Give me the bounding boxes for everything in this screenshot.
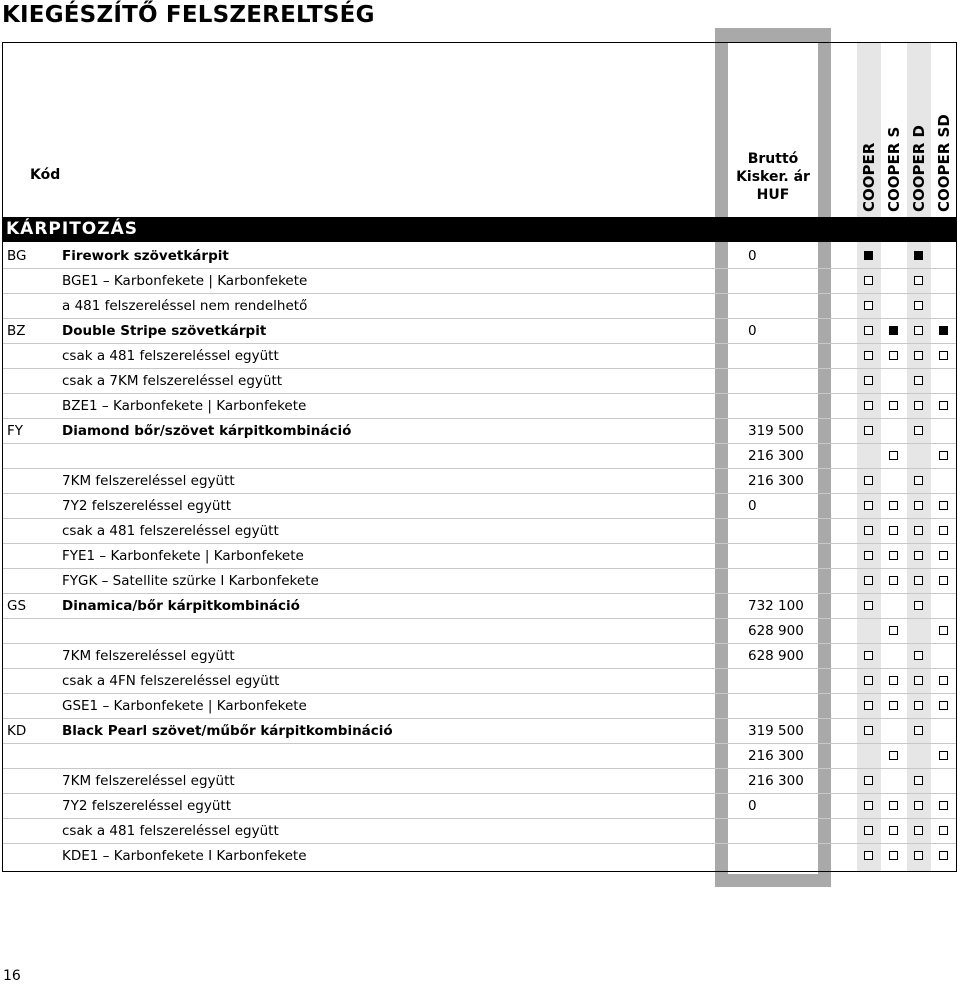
table-row (3, 594, 956, 619)
optional-open-square-icon-cooper-d (914, 301, 923, 310)
row-description: FYE1 – Karbonfekete | Karbonfekete (62, 548, 304, 564)
row-description: csak a 4FN felszereléssel együtt (62, 673, 280, 689)
optional-open-square-icon-cooper-sd (939, 451, 948, 460)
optional-open-square-icon-cooper (864, 576, 873, 585)
row-description: csak a 481 felszereléssel együtt (62, 523, 279, 539)
row-description: KDE1 – Karbonfekete I Karbonfekete (62, 848, 307, 864)
standard-filled-square-icon-cooper-d (914, 251, 923, 260)
row-description: 7Y2 felszereléssel együtt (62, 498, 231, 514)
optional-open-square-icon-cooper-d (914, 801, 923, 810)
optional-open-square-icon-cooper-d (914, 501, 923, 510)
page-number: 16 (3, 968, 21, 984)
row-description: 7KM felszereléssel együtt (62, 773, 235, 789)
table-row (3, 644, 956, 669)
optional-open-square-icon-cooper-d (914, 551, 923, 560)
optional-open-square-icon-cooper-sd (939, 351, 948, 360)
row-description: Diamond bőr/szövet kárpitkombináció (62, 423, 352, 439)
code-column-header: Kód (30, 167, 61, 183)
optional-open-square-icon-cooper-d (914, 476, 923, 485)
optional-open-square-icon-cooper-s (889, 701, 898, 710)
optional-open-square-icon-cooper-d (914, 576, 923, 585)
price-header-line-2: Kisker. ár (736, 169, 810, 185)
row-description: 7KM felszereléssel együtt (62, 648, 235, 664)
optional-open-square-icon-cooper-sd (939, 751, 948, 760)
optional-open-square-icon-cooper-s (889, 501, 898, 510)
optional-open-square-icon-cooper-d (914, 651, 923, 660)
optional-open-square-icon-cooper (864, 851, 873, 860)
optional-open-square-icon-cooper-d (914, 776, 923, 785)
table-row (3, 619, 956, 644)
optional-open-square-icon-cooper (864, 676, 873, 685)
table-row (3, 419, 956, 444)
optional-open-square-icon-cooper-sd (939, 551, 948, 560)
row-price: 216 300 (748, 773, 804, 789)
table-row (3, 294, 956, 319)
row-price: 319 500 (748, 423, 804, 439)
table-row (3, 344, 956, 369)
optional-open-square-icon-cooper (864, 801, 873, 810)
optional-open-square-icon-cooper (864, 651, 873, 660)
optional-open-square-icon-cooper-s (889, 451, 898, 460)
row-price: 0 (748, 798, 757, 814)
optional-open-square-icon-cooper-s (889, 576, 898, 585)
optional-open-square-icon-cooper-s (889, 801, 898, 810)
row-code: BG (7, 248, 27, 264)
row-price: 0 (748, 248, 757, 264)
row-description: Dinamica/bőr kárpitkombináció (62, 598, 300, 614)
optional-open-square-icon-cooper (864, 276, 873, 285)
table-row (3, 369, 956, 394)
optional-open-square-icon-cooper-d (914, 676, 923, 685)
optional-open-square-icon-cooper-d (914, 851, 923, 860)
optional-open-square-icon-cooper-sd (939, 526, 948, 535)
optional-open-square-icon-cooper-d (914, 351, 923, 360)
table-row (3, 269, 956, 294)
optional-open-square-icon-cooper (864, 426, 873, 435)
table-row (3, 744, 956, 769)
optional-open-square-icon-cooper (864, 826, 873, 835)
row-description: BZE1 – Karbonfekete | Karbonfekete (62, 398, 307, 414)
row-price: 628 900 (748, 623, 804, 639)
row-description: 7Y2 felszereléssel együtt (62, 798, 231, 814)
optional-open-square-icon-cooper (864, 526, 873, 535)
table-row (3, 319, 956, 344)
optional-open-square-icon-cooper-d (914, 701, 923, 710)
page-title: KIEGÉSZÍTŐ FELSZERELTSÉG (2, 2, 375, 28)
model-header-cooper-sd: COOPER SD (935, 114, 953, 212)
row-price: 319 500 (748, 723, 804, 739)
table-row (3, 669, 956, 694)
row-price: 732 100 (748, 598, 804, 614)
row-code: BZ (7, 323, 26, 339)
section-header-karpitozas: KÁRPITOZÁS (3, 217, 956, 242)
equipment-table-body (3, 244, 956, 869)
standard-filled-square-icon-cooper-sd (939, 326, 948, 335)
optional-open-square-icon-cooper (864, 351, 873, 360)
optional-open-square-icon-cooper-s (889, 351, 898, 360)
table-row (3, 244, 956, 269)
optional-open-square-icon-cooper-d (914, 326, 923, 335)
table-row (3, 794, 956, 819)
table-row (3, 394, 956, 419)
table-row (3, 769, 956, 794)
optional-open-square-icon-cooper-sd (939, 576, 948, 585)
optional-open-square-icon-cooper-d (914, 726, 923, 735)
table-row (3, 819, 956, 844)
row-description: Firework szövetkárpit (62, 248, 229, 264)
row-description: GSE1 – Karbonfekete | Karbonfekete (62, 698, 307, 714)
optional-open-square-icon-cooper-d (914, 276, 923, 285)
optional-open-square-icon-cooper-sd (939, 851, 948, 860)
row-description: a 481 felszereléssel nem rendelhető (62, 298, 308, 314)
row-description: 7KM felszereléssel együtt (62, 473, 235, 489)
optional-open-square-icon-cooper-sd (939, 501, 948, 510)
price-header-line-1: Bruttó (747, 151, 799, 167)
row-price: 0 (748, 323, 757, 339)
optional-open-square-icon-cooper-sd (939, 401, 948, 410)
optional-open-square-icon-cooper-d (914, 426, 923, 435)
model-header-cooper-s: COOPER S (885, 126, 903, 212)
optional-open-square-icon-cooper (864, 401, 873, 410)
standard-filled-square-icon-cooper-s (889, 326, 898, 335)
row-code: GS (7, 598, 27, 614)
optional-open-square-icon-cooper-s (889, 626, 898, 635)
optional-open-square-icon-cooper-d (914, 376, 923, 385)
table-row (3, 444, 956, 469)
table-row (3, 544, 956, 569)
optional-open-square-icon-cooper-s (889, 751, 898, 760)
row-description: Double Stripe szövetkárpit (62, 323, 267, 339)
optional-open-square-icon-cooper-s (889, 551, 898, 560)
row-price: 216 300 (748, 448, 804, 464)
optional-open-square-icon-cooper (864, 726, 873, 735)
table-row (3, 719, 956, 744)
row-description: csak a 481 felszereléssel együtt (62, 348, 279, 364)
price-column-header (728, 150, 818, 204)
row-price: 216 300 (748, 473, 804, 489)
standard-filled-square-icon-cooper (864, 251, 873, 260)
optional-open-square-icon-cooper (864, 776, 873, 785)
optional-open-square-icon-cooper-d (914, 826, 923, 835)
optional-open-square-icon-cooper (864, 551, 873, 560)
row-price: 216 300 (748, 748, 804, 764)
row-description: FYGK – Satellite szürke I Karbonfekete (62, 573, 319, 589)
optional-open-square-icon-cooper-sd (939, 826, 948, 835)
row-price: 0 (748, 498, 757, 514)
optional-open-square-icon-cooper (864, 326, 873, 335)
table-row (3, 519, 956, 544)
model-header-cooper: COOPER (860, 142, 878, 212)
optional-open-square-icon-cooper (864, 701, 873, 710)
model-header-cooper-d: COOPER D (910, 125, 928, 212)
optional-open-square-icon-cooper-sd (939, 701, 948, 710)
row-code: FY (7, 423, 24, 439)
optional-open-square-icon-cooper-d (914, 526, 923, 535)
optional-open-square-icon-cooper-d (914, 601, 923, 610)
optional-open-square-icon-cooper-sd (939, 626, 948, 635)
row-description: BGE1 – Karbonfekete | Karbonfekete (62, 273, 308, 289)
row-description: csak a 7KM felszereléssel együtt (62, 373, 283, 389)
optional-open-square-icon-cooper-s (889, 401, 898, 410)
price-header-line-3: HUF (756, 187, 790, 203)
optional-open-square-icon-cooper-sd (939, 676, 948, 685)
optional-open-square-icon-cooper (864, 601, 873, 610)
optional-open-square-icon-cooper (864, 501, 873, 510)
row-description: Black Pearl szövet/műbőr kárpitkombináció (62, 723, 393, 739)
table-row (3, 694, 956, 719)
optional-open-square-icon-cooper (864, 376, 873, 385)
row-description: csak a 481 felszereléssel együtt (62, 823, 279, 839)
optional-open-square-icon-cooper-s (889, 851, 898, 860)
row-code: KD (7, 723, 27, 739)
table-row (3, 494, 956, 519)
optional-open-square-icon-cooper (864, 301, 873, 310)
optional-open-square-icon-cooper-d (914, 401, 923, 410)
optional-open-square-icon-cooper (864, 476, 873, 485)
row-price: 628 900 (748, 648, 804, 664)
optional-open-square-icon-cooper-s (889, 826, 898, 835)
optional-open-square-icon-cooper-sd (939, 801, 948, 810)
table-row (3, 844, 956, 869)
optional-open-square-icon-cooper-s (889, 526, 898, 535)
optional-open-square-icon-cooper-s (889, 676, 898, 685)
table-row (3, 569, 956, 594)
table-row (3, 469, 956, 494)
